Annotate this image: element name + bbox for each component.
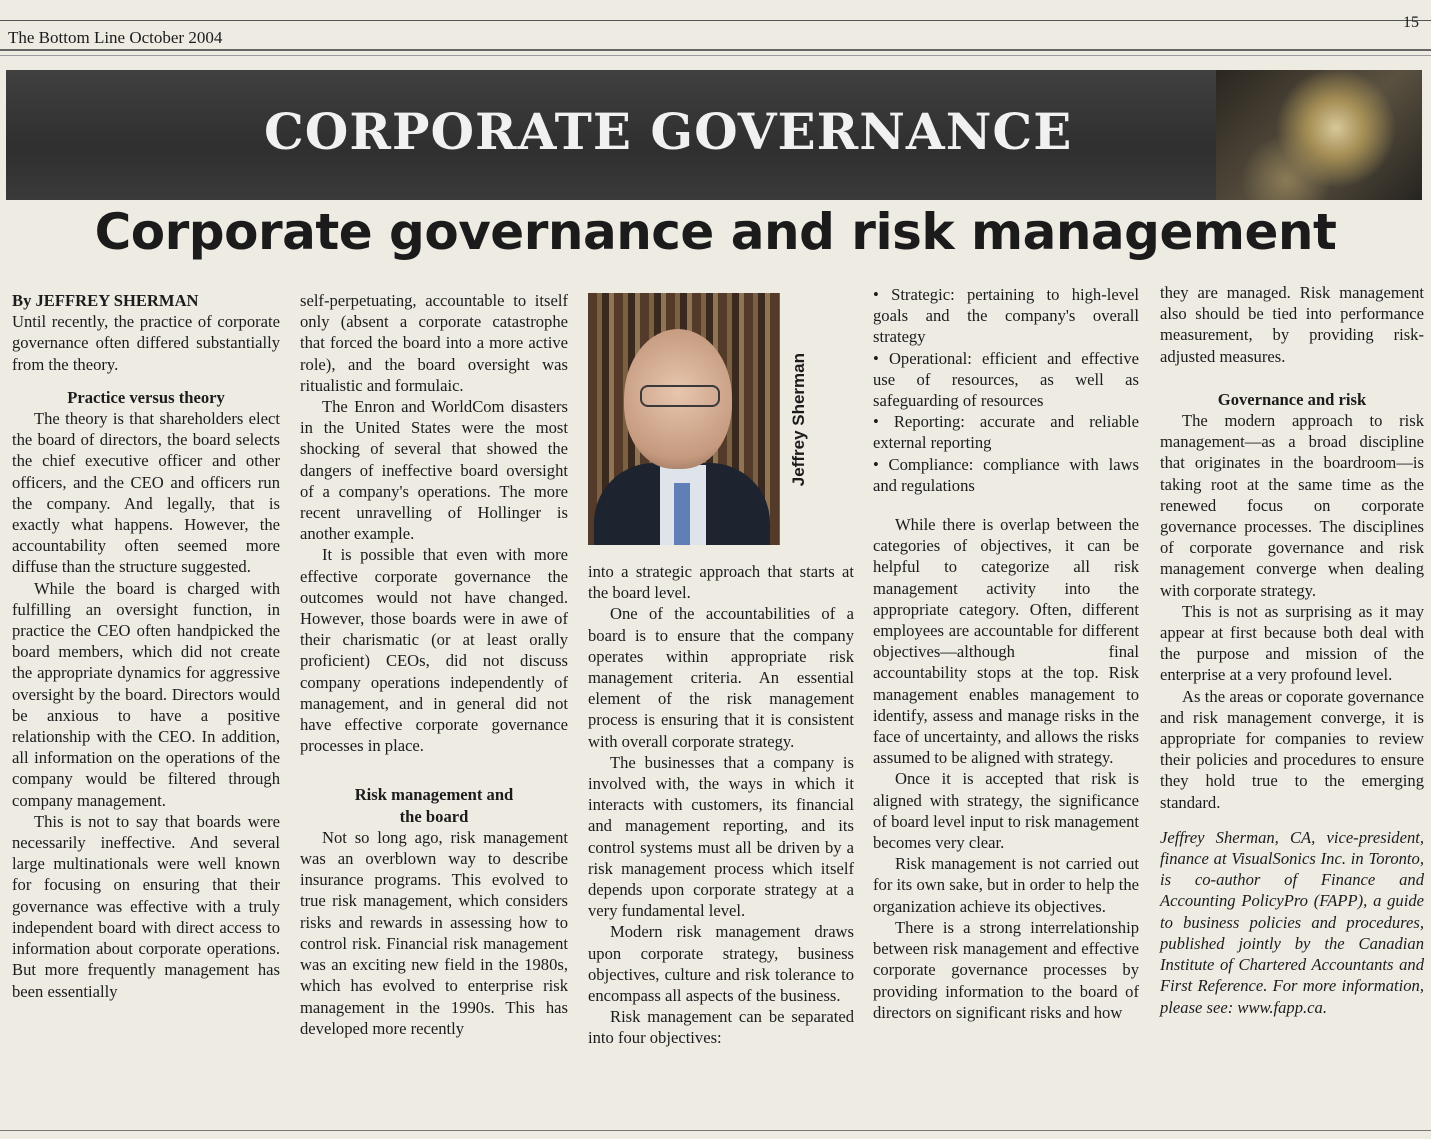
- bottom-rule: [0, 1130, 1431, 1131]
- subhead-practice-versus-theory: Practice versus theory: [67, 387, 225, 407]
- tie-shape: [674, 483, 690, 545]
- article-column-1: [12, 290, 280, 1002]
- paragraph: The theory is that shareholders elect the board of directors, the board selects the chief executive officer and other officers, and the CEO and officers run the company. And legally, that is exactly what happens. However, the accountability often seemed more diffuse than the structure suggested.: [12, 409, 280, 577]
- photo-credit: Jeffrey Sherman: [789, 353, 808, 487]
- header-rule-thin: [0, 55, 1431, 56]
- byline: By JEFFREY SHERMAN: [12, 291, 199, 310]
- article-column-4: [873, 284, 1139, 1023]
- paragraph: Risk management can be separated into four objectives:: [588, 1007, 854, 1048]
- banner-photo: [1216, 70, 1422, 200]
- page-number: 15: [1403, 14, 1419, 31]
- paragraph: they are managed. Risk management also should be tied into performance measurement, by providing risk-adjusted measures.: [1160, 283, 1424, 366]
- objective-bullet: • Strategic: pertaining to high-level goals and the company's overall strategy: [873, 285, 1139, 347]
- paragraph: into a strategic approach that starts at the board level.: [588, 562, 854, 603]
- paragraph: While there is overlap between the categories of objectives, it can be helpful to categorize all risk management activity into the appropriate category. Often, different employees are accountable for different objectives—although final accountability stops at the top. Risk management enables management to identify, assess and manage risks in the face of uncertainty, and allows the risks assumed to be aligned with strategy.: [873, 515, 1139, 768]
- section-banner: [6, 70, 1422, 200]
- top-rule: [0, 20, 1431, 21]
- paragraph: There is a strong interrelationship between risk management and effective corporate governance processes by providing information to the board of directors on significant risks and how: [873, 917, 1139, 1022]
- article-headline: Corporate governance and risk management: [94, 203, 1337, 261]
- section-title: CORPORATE GOVERNANCE: [264, 102, 1073, 161]
- paragraph: self-perpetuating, accountable to itself only (absent a corporate catastrophe that forced the board into a more active role), and the board oversight was ritualistic and formulaic.: [300, 291, 568, 395]
- glasses-shape: [640, 385, 720, 407]
- photo-block: [588, 293, 854, 561]
- article-column-3: [588, 293, 854, 1049]
- paragraph: While the board is charged with fulfilling an oversight function, in practice the CEO often handpicked the board members, which did not create the appropriate dynamics for aggressive oversight by the board. Directors would be anxious to have a positive relationship with the CEO. In addition, all information on the operations of the company would be filtered through company management.: [12, 578, 280, 810]
- paragraph: Once it is accepted that risk is aligned with strategy, the significance of board level input to risk management becomes very clear.: [873, 769, 1139, 853]
- paragraph: Not so long ago, risk management was an overblown way to describe insurance programs. This evolved to true risk management, which considers risks and rewards in assessing how to control risk. Financial risk management was an exciting new field in the 1980s, which has evolved to enterprise risk management in the 1990s. This has developed more recently: [300, 827, 568, 1038]
- objective-bullet: • Operational: efficient and effective use of resources, as well as safeguarding of resources: [873, 348, 1139, 411]
- paragraph: The modern approach to risk management—as a broad discipline that originates in the boardroom—is taking root at the same time as the renewed focus on corporate governance processes. The disciplines of corporate governance and risk management converge when dealing with corporate strategy.: [1160, 411, 1424, 600]
- article-column-2: [300, 290, 568, 1039]
- paragraph: The businesses that a company is involved with, the ways in which it interacts with customers, its financial and management reporting, and its control systems must all be driven by a risk management process which itself depends upon corporate strategy at a very fundamental level.: [588, 752, 854, 921]
- paragraph: Modern risk management draws upon corporate strategy, business objectives, culture and risk tolerance to encompass all aspects of the business.: [588, 922, 854, 1006]
- objective-bullet: • Compliance: compliance with laws and regulations: [873, 454, 1139, 495]
- paragraph: One of the accountabilities of a board is to ensure that the company operates within appropriate risk management criteria. An essential element of the risk management process is ensuring that it is consistent with overall corporate strategy.: [588, 604, 854, 751]
- running-head: The Bottom Line October 2004: [8, 28, 223, 47]
- paragraph: As the areas or coporate governance and risk management converge, it is appropriate for companies to review their policies and procedures to ensure they hold true to the emerging standard.: [1160, 686, 1424, 812]
- header-rule: [0, 49, 1431, 51]
- paragraph: Risk management is not carried out for its own sake, but in order to help the organization achieve its objectives.: [873, 854, 1139, 916]
- subhead-risk-management-and-the-board: Risk management and the board: [354, 785, 514, 826]
- paragraph: The Enron and WorldCom disasters in the United States were the most shocking of several that showed the dangers of ineffective board oversight of a company's operations. The more recent unravelling of Hollinger is another example.: [300, 397, 568, 544]
- paragraph: This is not to say that boards were necessarily ineffective. And several large multinationals were well known for focusing on ensuring that their governance was effective with a truly independent board with direct access to information about corporate operations. But more frequently management has been essentially: [12, 811, 280, 1001]
- objective-bullet: • Reporting: accurate and reliable external reporting: [873, 412, 1139, 453]
- paragraph: It is possible that even with more effective corporate governance the outcomes would not have changed. However, those boards were in awe of their charismatic (or at least orally proficient) CEOs, did not discuss company operations independently of management, and in general did not have effective corporate governance processes in place.: [300, 545, 568, 756]
- author-bio: Jeffrey Sherman, CA, vice-president, finance at VisualSonics Inc. in Toronto, is co-author of Finance and Accounting PolicyPro (FAPP), a guide to business policies and procedures, published jointly by the Canadian Institute of Chartered Accountants and First Reference. For more information, please see: www.fapp.ca.: [1160, 827, 1424, 1017]
- subhead-governance-and-risk: Governance and risk: [1217, 389, 1367, 409]
- article-column-5: [1160, 282, 1424, 1018]
- paragraph: Until recently, the practice of corporate governance often differed substantially from the theory.: [12, 312, 280, 374]
- author-photo: [588, 293, 780, 545]
- paragraph: This is not as surprising as it may appear at first because both deal with the purpose and mission of the enterprise at a very profound level.: [1160, 601, 1424, 685]
